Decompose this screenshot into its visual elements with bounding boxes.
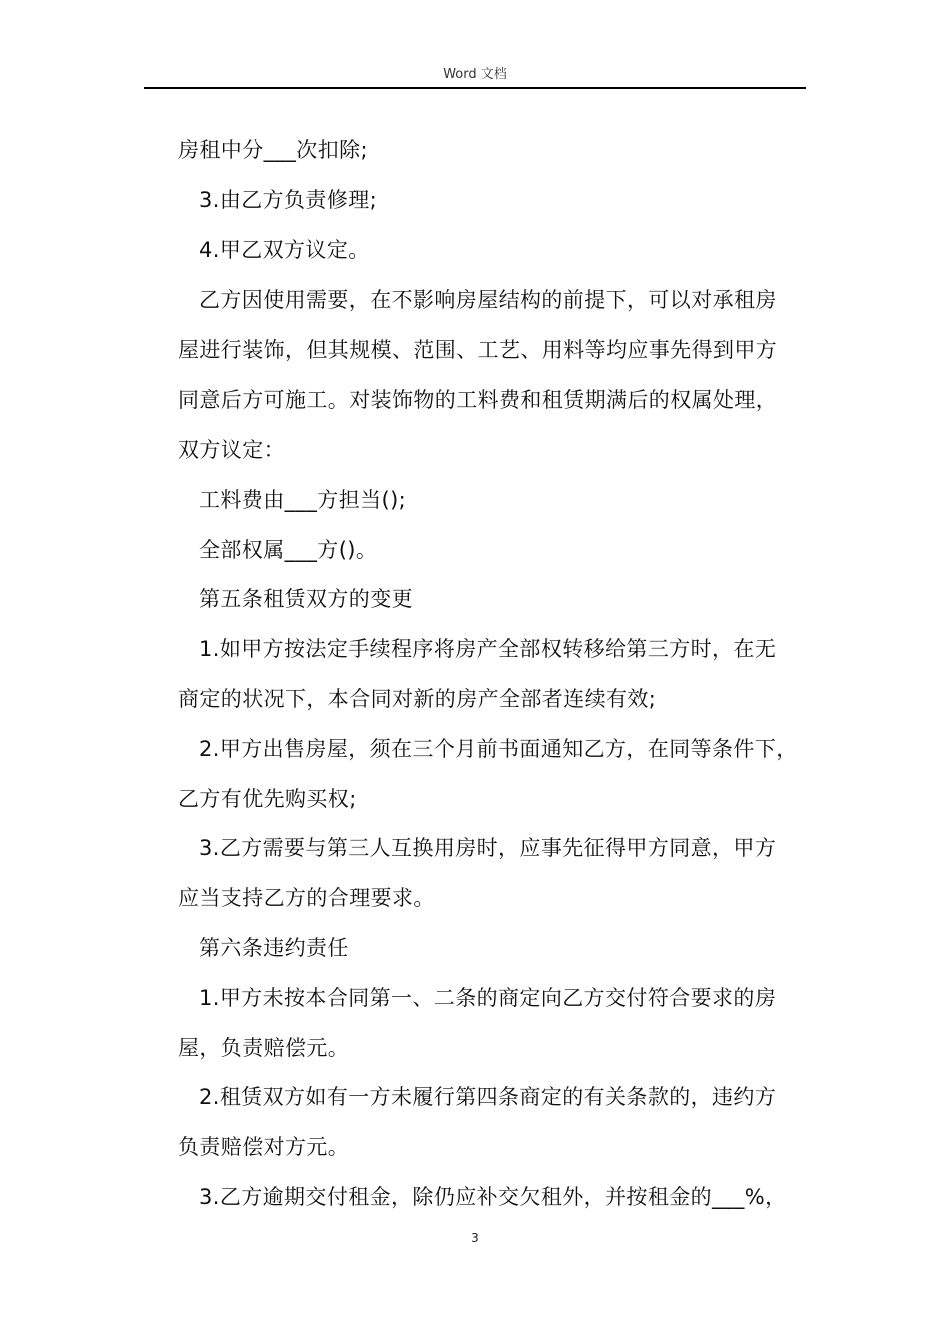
paragraph-line: 商定的状况下，本合同对新的房产全部者连续有效;	[178, 687, 657, 711]
paragraph-line: 屋进行装饰，但其规模、范围、工艺、用料等均应事先得到甲方	[178, 338, 778, 362]
paragraph-line: 工料费由___方担当();	[199, 488, 407, 512]
page-number: 3	[471, 1231, 479, 1245]
paragraph-line: 3.乙方需要与第三人互换用房时，应事先征得甲方同意，甲方	[199, 836, 777, 860]
section-heading: 第五条租赁双方的变更	[199, 587, 413, 611]
paragraph-line: 应当支持乙方的合理要求。	[178, 886, 435, 910]
paragraph-line: 2.租赁双方如有一方未履行第四条商定的有关条款的，违约方	[199, 1085, 777, 1109]
section-heading: 第六条违约责任	[199, 936, 349, 960]
paragraph-line: 乙方有优先购买权;	[178, 787, 357, 811]
paragraph-line: 负责赔偿对方元。	[178, 1135, 350, 1159]
paragraph-line: 1.甲方未按本合同第一、二条的商定向乙方交付符合要求的房	[199, 986, 777, 1010]
header-divider	[144, 87, 806, 89]
paragraph-line: 3.乙方逾期交付租金，除仍应补交欠租外，并按租金的___%，	[199, 1185, 787, 1209]
paragraph-line: 乙方因使用需要，在不影响房屋结构的前提下，可以对承租房	[199, 288, 777, 312]
paragraph-line: 同意后方可施工。对装饰物的工料费和租赁期满后的权属处理，	[178, 388, 778, 412]
paragraph-line: 房租中分___次扣除;	[178, 138, 368, 162]
paragraph-line: 3.由乙方负责修理;	[199, 188, 378, 212]
paragraph-line: 双方议定：	[178, 438, 285, 462]
paragraph-line: 2.甲方出售房屋，须在三个月前书面通知乙方，在同等条件下，	[199, 737, 798, 761]
paragraph-line: 全部权属___方()。	[199, 538, 378, 562]
paragraph-line: 4.甲乙双方议定。	[199, 238, 370, 262]
paragraph-line: 屋，负责赔偿元。	[178, 1036, 350, 1060]
paragraph-line: 1.如甲方按法定手续程序将房产全部权转移给第三方时，在无	[199, 637, 777, 661]
page-header-title: Word 文档	[443, 67, 507, 82]
